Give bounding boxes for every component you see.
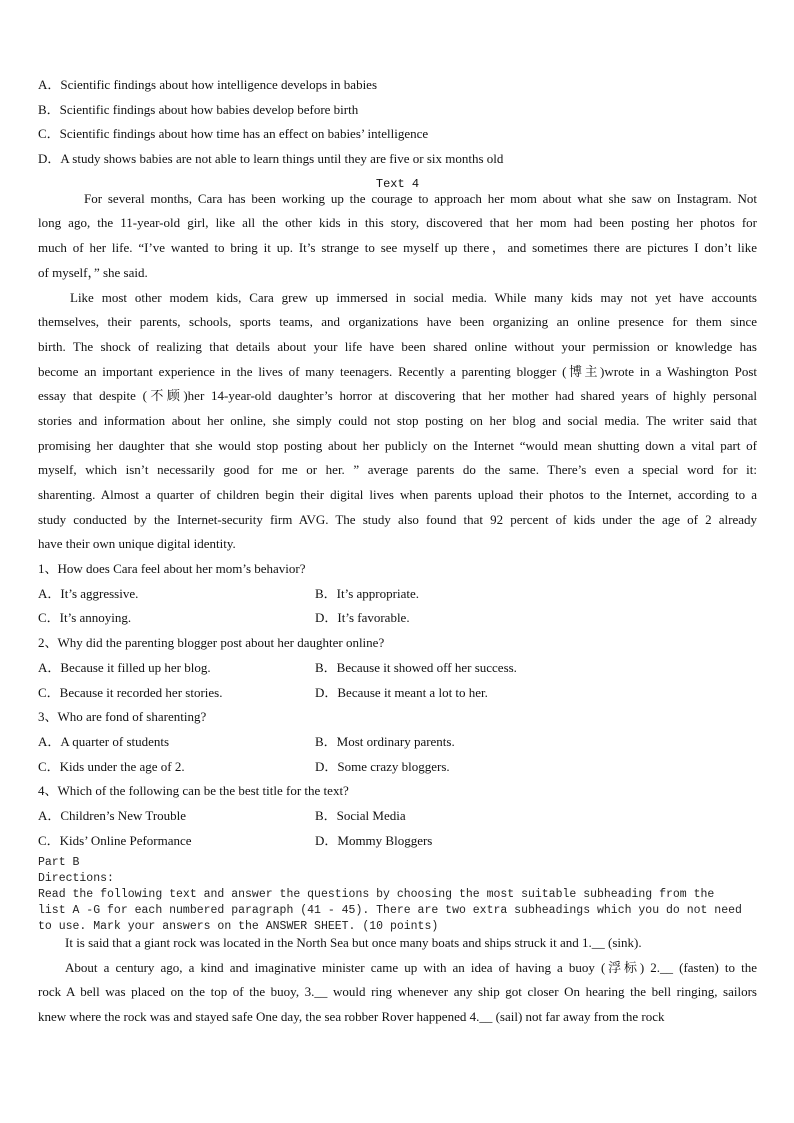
question-stem: 1、How does Cara feel about her mom’s behavior? bbox=[38, 561, 306, 577]
answer-option: C．It’s annoying. bbox=[38, 610, 132, 626]
paragraph-line: long ago, the 11-year-old girl, like all the other kids in this story, discovered that her mom had been posting her photos for bbox=[38, 215, 757, 231]
paragraph-line: study conducted by the Internet-security firm AVG. The study also found that 92 percent of kids under the age of 2 already bbox=[38, 511, 757, 527]
question-options-row bbox=[38, 681, 757, 706]
question-options-row bbox=[38, 656, 757, 681]
answer-option: B．Because it showed off her success. bbox=[315, 659, 517, 675]
answer-option: B．Scientific findings about how babies develop before birth bbox=[38, 101, 359, 117]
answer-option: D．Some crazy bloggers. bbox=[315, 758, 450, 774]
paragraph-line: birth. The shock of realizing that details about your life have been shared online without your permission or knowledge has bbox=[38, 338, 757, 354]
document-page bbox=[38, 73, 757, 1030]
paragraph-line: have their own unique digital identity. bbox=[38, 536, 236, 552]
answer-option: A．Because it filled up her blog. bbox=[38, 659, 211, 675]
answer-option: C．Scientific findings about how time has an effect on babies’ intelligence bbox=[38, 126, 429, 142]
answer-option: B．It’s appropriate. bbox=[315, 585, 419, 601]
answer-option: C．Because it recorded her stories. bbox=[38, 684, 223, 700]
paragraph-line: It is said that a giant rock was located in the North Sea but once many boats and ships struck it and 1.__ (sink). bbox=[65, 934, 642, 950]
question-stem: 3、Who are fond of sharenting? bbox=[38, 709, 207, 725]
answer-option: B．Most ordinary parents. bbox=[315, 733, 455, 749]
question-options-row bbox=[38, 730, 757, 755]
paragraph-line: knew where the rock was and stayed safe One day, the sea robber Rover happened 4.__ (sail) not far away from the rock bbox=[38, 1008, 665, 1024]
answer-option: C．Kids under the age of 2. bbox=[38, 758, 185, 774]
paragraph-line: rock A bell was placed on the top of the buoy, 3.__ would ring whenever any ship got closer On hearing the bell ringing, sailors bbox=[38, 984, 757, 1000]
paragraph-line: become an important experience in the lives of many teenagers. Recently a parenting blogger (博主)wrote in a Washington Post bbox=[38, 363, 757, 379]
answer-option: A．It’s aggressive. bbox=[38, 585, 139, 601]
question-stem: 4、Which of the following can be the best title for the text? bbox=[38, 783, 349, 799]
question-options-row bbox=[38, 829, 757, 854]
paragraph-line: much of her life. “I’ve wanted to bring it up. It’s strange to see myself up there，and sometimes there are pictures I don’t like bbox=[38, 240, 757, 256]
paragraph-line: essay that despite (不顾)her 14-year-old daughter’s horror at discovering that her mother had shared years of highly personal bbox=[38, 388, 757, 404]
section-title: Text 4 bbox=[375, 176, 420, 191]
paragraph-line: sharenting. Almost a quarter of children begin their digital lives when parents upload their photos to the Internet, according to a bbox=[38, 487, 757, 502]
question-options-row bbox=[38, 804, 757, 829]
paragraph-line: Like most other modem kids, Cara grew up immersed in social media. While many kids may not yet have accounts bbox=[70, 289, 757, 305]
directions-line: list A -G for each numbered paragraph (41 - 45). There are two extra subheadings which you do not need bbox=[38, 903, 742, 917]
part-heading: Part B bbox=[38, 855, 80, 869]
paragraph-line: promising her daughter that she would stop posting about her publicly on the Internet “would mean shutting down a vital part of bbox=[38, 437, 757, 453]
directions-line: Read the following text and answer the questions by choosing the most suitable subheading from the bbox=[38, 887, 715, 901]
answer-option: C．Kids’ Online Peformance bbox=[38, 832, 192, 848]
answer-option: D．Because it meant a lot to her. bbox=[315, 684, 488, 700]
paragraph-line: About a century ago, a kind and imaginative minister came up with an idea of having a buoy (浮标) 2.__ (fasten) to the bbox=[65, 959, 757, 975]
answer-option: D．Mommy Bloggers bbox=[315, 832, 433, 848]
question-stem: 2、Why did the parenting blogger post about her daughter online? bbox=[38, 635, 385, 651]
answer-option: A．Scientific findings about how intelligence develops in babies bbox=[38, 77, 378, 92]
paragraph-line: stories and information about her online, she simply could not stop posting on her blog and social media. The writer said that bbox=[38, 412, 757, 428]
answer-option: D．A study shows babies are not able to learn things until they are five or six months old bbox=[38, 151, 504, 167]
paragraph-line: themselves, their parents, schools, sports teams, and organizations have been organizing an online presence for them since bbox=[38, 314, 757, 330]
directions-label: Directions: bbox=[38, 871, 114, 885]
answer-option: D．It’s favorable. bbox=[315, 610, 410, 626]
answer-option: B．Social Media bbox=[315, 807, 406, 823]
answer-option: A．Children’s New Trouble bbox=[38, 807, 187, 823]
paragraph-line: myself, which isn’t necessarily good for me or her. ” average parents do the same. There’s even a special word for it: bbox=[38, 462, 757, 478]
question-options-row bbox=[38, 606, 757, 631]
paragraph-line: For several months, Cara has been working up the courage to approach her mom about what she saw on Instagram. Not bbox=[84, 190, 757, 206]
paragraph-line: of myself，” she said. bbox=[38, 264, 148, 280]
question-options-row bbox=[38, 582, 757, 607]
directions-line: to use. Mark your answers on the ANSWER SHEET. (10 points) bbox=[38, 919, 439, 933]
question-options-row bbox=[38, 755, 757, 780]
answer-option: A．A quarter of students bbox=[38, 733, 170, 749]
